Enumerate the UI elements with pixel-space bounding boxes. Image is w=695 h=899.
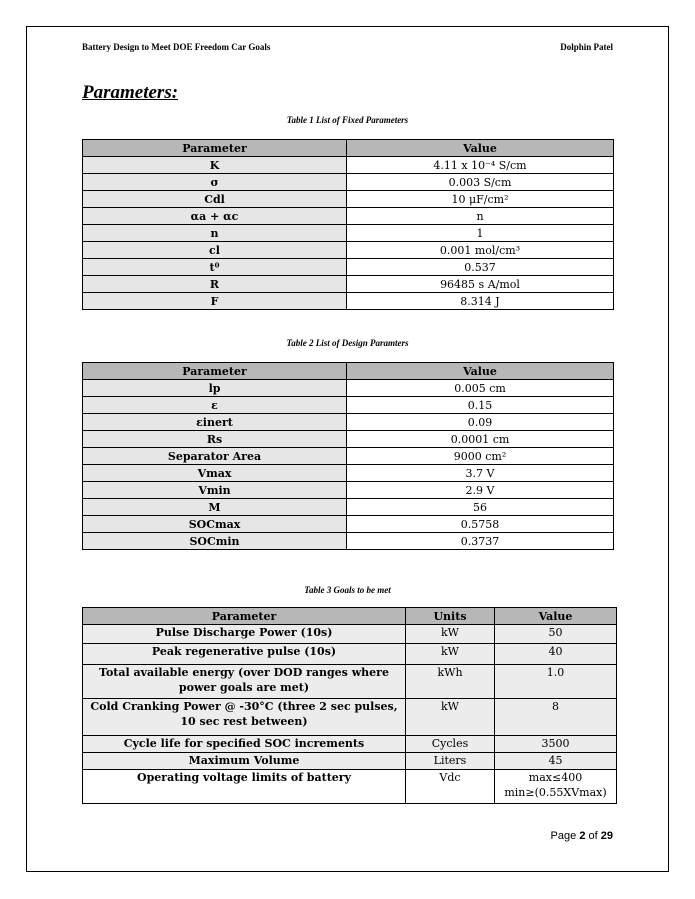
table-row — [83, 499, 614, 516]
section-title: Parameters: — [82, 82, 179, 103]
parameter-cell: F — [83, 293, 347, 310]
value-cell: 0.3737 — [347, 533, 614, 550]
fixed-parameters-table — [82, 139, 614, 310]
parameter-cell: M — [83, 499, 347, 516]
table2-caption: Table 2 List of Design Paramters — [286, 338, 409, 348]
table-row — [83, 259, 614, 276]
value-cell: 3500 — [495, 736, 617, 753]
value-cell: 8.314 J — [347, 293, 614, 310]
units-cell: Liters — [406, 753, 495, 770]
page-header — [82, 42, 613, 52]
parameter-cell: Operating voltage limits of battery — [83, 770, 406, 804]
parameter-cell: Vmax — [83, 465, 347, 482]
units-cell: kW — [406, 625, 495, 644]
value-cell: 0.5758 — [347, 516, 614, 533]
header-parameter: Parameter — [83, 608, 406, 625]
units-cell: kW — [406, 699, 495, 736]
footer-of-word: of — [588, 830, 598, 842]
parameter-cell: Peak regenerative pulse (10s) — [83, 644, 406, 665]
parameter-cell: SOCmax — [83, 516, 347, 533]
value-cell: 0.537 — [347, 259, 614, 276]
parameter-cell: lp — [83, 380, 347, 397]
value-cell: 10 μF/cm² — [347, 191, 614, 208]
value-cell: 0.09 — [347, 414, 614, 431]
page-footer — [551, 830, 613, 842]
footer-total-pages: 29 — [600, 830, 613, 842]
parameter-cell: t⁰ — [83, 259, 347, 276]
value-cell: n — [347, 208, 614, 225]
value-cell: 96485 s A/mol — [347, 276, 614, 293]
table-row — [83, 208, 614, 225]
table-row — [83, 516, 614, 533]
table3-caption: Table 3 Goals to be met — [304, 585, 391, 595]
table-row — [83, 699, 617, 736]
parameter-cell: Separator Area — [83, 448, 347, 465]
value-cell: max≤400 min≥(0.55XVmax) — [495, 770, 617, 804]
table-row — [83, 293, 614, 310]
value-cell: 0.15 — [347, 397, 614, 414]
value-cell: 1.0 — [495, 665, 617, 699]
table-row — [83, 174, 614, 191]
table-row — [83, 770, 617, 804]
table-row — [83, 465, 614, 482]
header-units: Units — [406, 608, 495, 625]
value-cell: 4.11 x 10⁻⁴ S/cm — [347, 157, 614, 174]
units-cell: kWh — [406, 665, 495, 699]
parameter-cell: αa + αc — [83, 208, 347, 225]
value-cell: 45 — [495, 753, 617, 770]
header-value: Value — [495, 608, 617, 625]
table-row — [83, 753, 617, 770]
table-row — [83, 533, 614, 550]
units-cell: Cycles — [406, 736, 495, 753]
value-cell: 9000 cm² — [347, 448, 614, 465]
value-cell: 3.7 V — [347, 465, 614, 482]
parameter-cell: Cdl — [83, 191, 347, 208]
parameter-cell: Pulse Discharge Power (10s) — [83, 625, 406, 644]
table-row — [83, 242, 614, 259]
parameter-cell: Total available energy (over DOD ranges where power goals are met) — [83, 665, 406, 699]
value-cell: 1 — [347, 225, 614, 242]
header-value: Value — [347, 140, 614, 157]
parameter-cell: n — [83, 225, 347, 242]
table-row — [83, 397, 614, 414]
parameter-cell: εinert — [83, 414, 347, 431]
table-row — [83, 625, 617, 644]
table-row — [83, 414, 614, 431]
value-cell: 0.005 cm — [347, 380, 614, 397]
value-cell: 56 — [347, 499, 614, 516]
value-cell: 50 — [495, 625, 617, 644]
header-parameter: Parameter — [83, 363, 347, 380]
parameter-cell: σ — [83, 174, 347, 191]
parameter-cell: cl — [83, 242, 347, 259]
units-cell: Vdc — [406, 770, 495, 804]
parameter-cell: Rs — [83, 431, 347, 448]
header-row — [83, 608, 617, 625]
value-cell: 2.9 V — [347, 482, 614, 499]
value-cell: 0.001 mol/cm³ — [347, 242, 614, 259]
design-parameters-table — [82, 362, 614, 550]
table-row — [83, 157, 614, 174]
value-cell: 0.003 S/cm — [347, 174, 614, 191]
header-parameter: Parameter — [83, 140, 347, 157]
parameter-cell: Maximum Volume — [83, 753, 406, 770]
value-cell: 40 — [495, 644, 617, 665]
parameter-cell: Cycle life for specified SOC increments — [83, 736, 406, 753]
parameter-cell: SOCmin — [83, 533, 347, 550]
parameter-cell: ε — [83, 397, 347, 414]
table-row — [83, 431, 614, 448]
table-row — [83, 736, 617, 753]
header-title: Battery Design to Meet DOE Freedom Car Goals — [82, 42, 271, 52]
table-row — [83, 644, 617, 665]
table-row — [83, 482, 614, 499]
goals-table — [82, 607, 617, 804]
parameter-cell: K — [83, 157, 347, 174]
value-cell: 8 — [495, 699, 617, 736]
table-row — [83, 380, 614, 397]
parameter-cell: Cold Cranking Power @ -30°C (three 2 sec pulses, 10 sec rest between) — [83, 699, 406, 736]
units-cell: kW — [406, 644, 495, 665]
table-row — [83, 191, 614, 208]
table1-caption: Table 1 List of Fixed Parameters — [286, 115, 409, 125]
table-row — [83, 225, 614, 242]
header-row — [83, 140, 614, 157]
header-row — [83, 363, 614, 380]
parameter-cell: Vmin — [83, 482, 347, 499]
header-author: Dolphin Patel — [560, 42, 613, 52]
header-value: Value — [347, 363, 614, 380]
parameter-cell: R — [83, 276, 347, 293]
value-cell: 0.0001 cm — [347, 431, 614, 448]
footer-page-number: 2 — [579, 830, 586, 842]
table-row — [83, 448, 614, 465]
footer-page-word: Page — [550, 830, 577, 842]
table-row — [83, 665, 617, 699]
table-row — [83, 276, 614, 293]
